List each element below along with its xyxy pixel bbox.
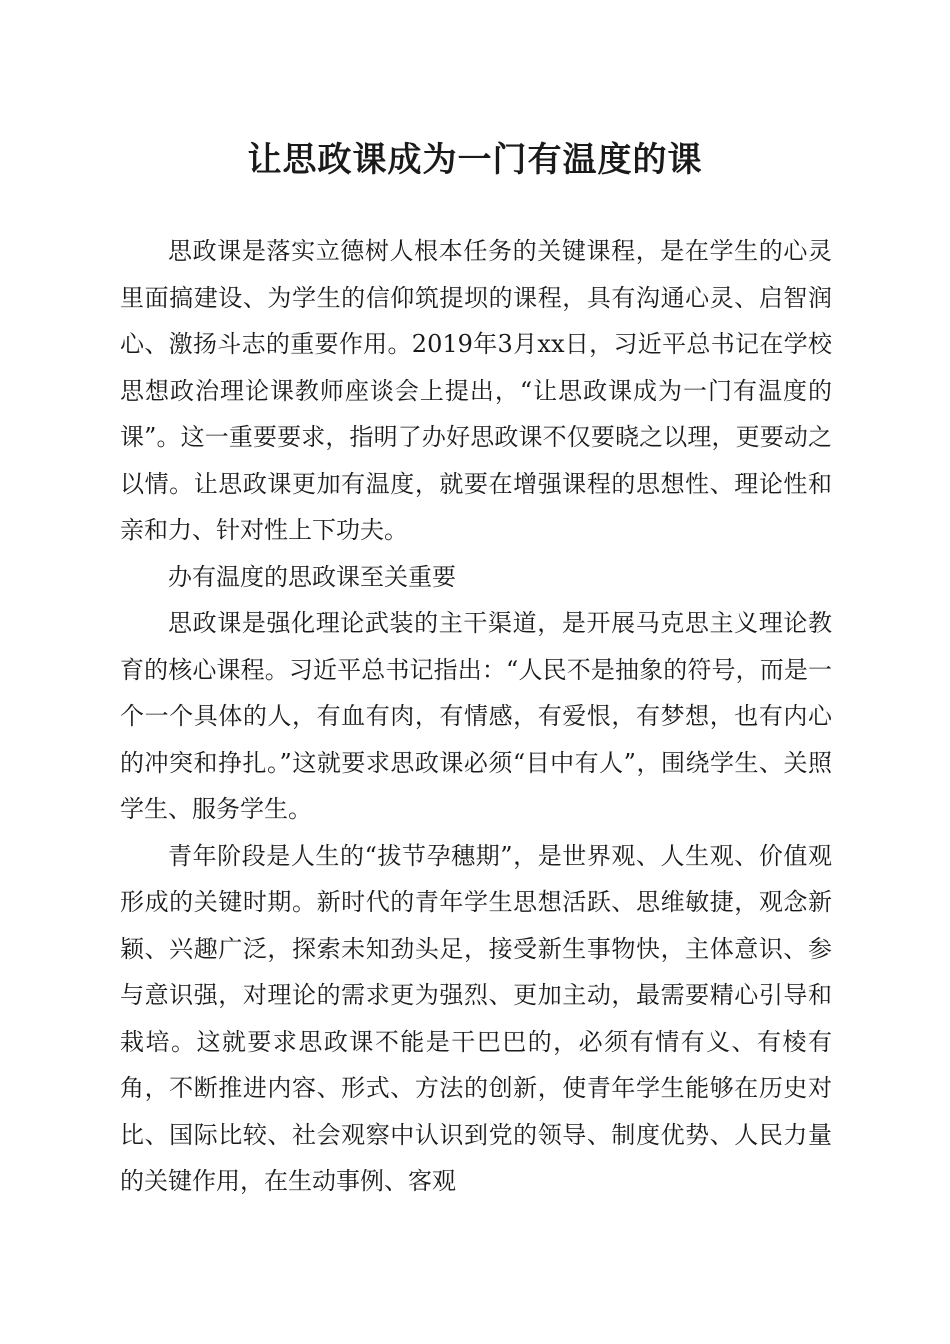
- paragraph-theory: 思政课是强化理论武装的主干渠道，是开展马克思主义理论教育的核心课程。习近平总书记指出：“人民不是抽象的符号，而是一个一个具体的人，有血有肉，有情感，有爱恨，有梦想，也有内心的冲突和挣扎。”这就要求思政课必须“目中有人”，围绕学生、关照学生、服务学生。: [120, 609, 832, 823]
- paragraph-intro: 思政课是落实立德树人根本任务的关键课程，是在学生的心灵里面搞建设、为学生的信仰筑提坝的课程，具有沟通心灵、启智润心、激扬斗志的重要作用。2019年3月xx日，习近平总书记在学校思想政治理论课教师座谈会上提出，“让思政课成为一门有温度的课”。这一重要要求，指明了办好思政课不仅要晓之以理，更要动之以情。让思政课更加有温度，就要在增强课程的思想性、理论性和亲和力、针对性上下功夫。: [120, 237, 832, 544]
- paragraph-youth: 青年阶段是人生的“拔节孕穗期”，是世界观、人生观、价值观形成的关键时期。新时代的青年学生思想活跃、思维敏捷，观念新颖、兴趣广泛，探索未知劲头足，接受新生事物快，主体意识、参与意识强，对理论的需求更为强烈、更加主动，最需要精心引导和栽培。这就要求思政课不能是干巴巴的，必须有情有义、有棱有角，不断推进内容、形式、方法的创新，使青年学生能够在历史对比、国际比较、社会观察中认识到党的领导、制度优势、人民力量的关键作用，在生动事例、客观: [120, 841, 832, 1195]
- section-heading: 办有温度的思政课至关重要: [168, 562, 456, 591]
- document-title: 让思政课成为一门有温度的课: [247, 140, 703, 180]
- document-body: [120, 228, 832, 1205]
